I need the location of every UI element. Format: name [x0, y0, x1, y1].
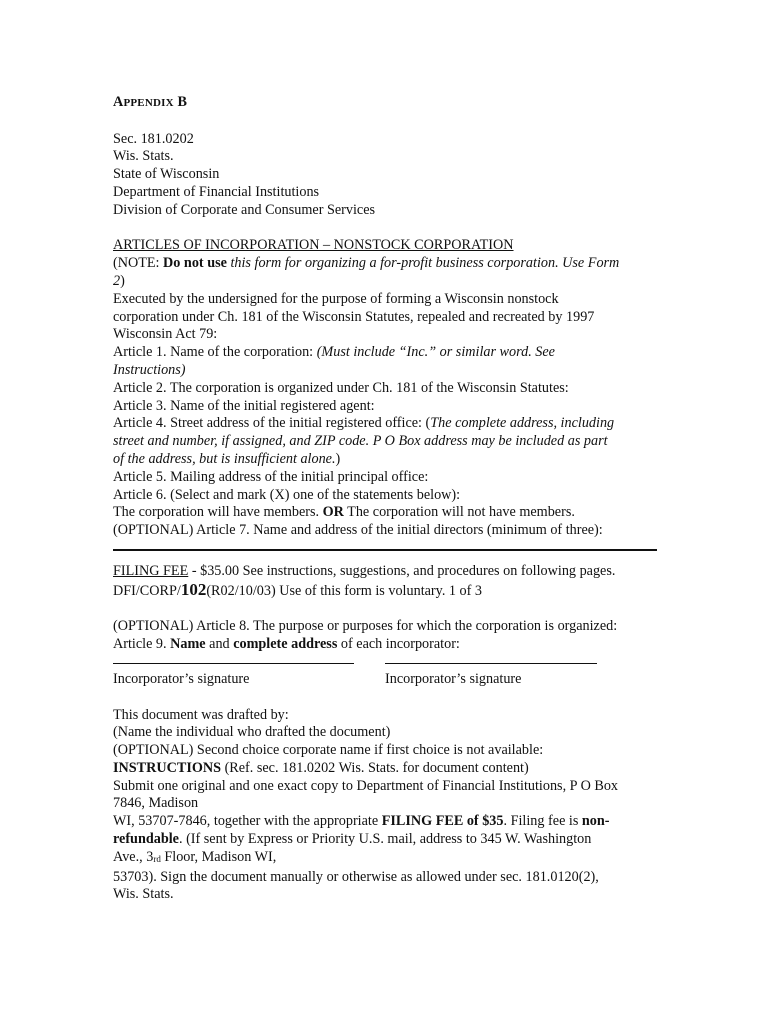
note-line: [113, 255, 673, 273]
document-page: [113, 94, 673, 904]
form-suffix: (R02/10/03) Use of this form is voluntary. 1 of 3: [206, 582, 483, 599]
option-have-members: The corporation will have members.: [113, 504, 323, 521]
signature-block-2: [385, 654, 657, 689]
appendix-smallcaps: PPENDIX: [123, 97, 174, 109]
header-line-state: State of Wisconsin: [113, 166, 220, 183]
article-9-prefix: Article 9.: [113, 636, 171, 653]
filing-fee-amount: FILING FEE of $35: [381, 813, 504, 830]
article-2: Article 2. The corporation is organized under Ch. 181 of the Wisconsin Statutes:: [113, 379, 569, 396]
spacer: [113, 220, 673, 238]
refundable-line: [113, 831, 673, 849]
express-mail-text: . (If sent by Express or Priority U.S. mail, address to 345 W. Washington: [178, 831, 592, 848]
note-open: (NOTE:: [113, 255, 164, 272]
article-1-text: Article 1. Name of the corporation:: [113, 344, 317, 361]
article-1: [113, 344, 673, 362]
article-8: (OPTIONAL) Article 8. The purpose or purposes for which the corporation is organized:: [113, 618, 618, 635]
fee-is-text: . Filing fee is: [503, 813, 582, 830]
article-4: [113, 415, 673, 433]
article-4-note-line-2: street and number, if assigned, and ZIP code. P O Box address may be included as part: [113, 433, 608, 450]
form-number: 102: [180, 579, 207, 599]
signature-line-1: [113, 663, 354, 664]
article-9-address: complete address: [233, 636, 338, 653]
note-bold: Do not use: [163, 255, 227, 272]
filing-fee-line: [113, 563, 673, 581]
second-choice-name: (OPTIONAL) Second choice corporate name if first choice is not available:: [113, 742, 544, 759]
submit-line-1: Submit one original and one exact copy to Department of Financial Institutions, P O Box: [113, 777, 619, 794]
article-7: (OPTIONAL) Article 7. Name and address of the initial directors (minimum of three):: [113, 522, 603, 539]
executed-line-1: Executed by the undersigned for the purpose of forming a Wisconsin nonstock: [113, 290, 559, 307]
ordinal-suffix: rd: [153, 853, 161, 864]
address-text: WI, 53707-7846, together with the appropriate: [113, 813, 382, 830]
spacer: [113, 689, 673, 707]
submit-line-2: 7846, Madison: [113, 795, 199, 812]
article-6: Article 6. (Select and mark (X) one of the statements below):: [113, 486, 461, 503]
section-divider: [113, 549, 657, 551]
article-9-name: Name: [170, 636, 206, 653]
executed-line-2: corporation under Ch. 181 of the Wisconsin Statutes, repealed and recreated by 1997: [113, 308, 595, 325]
filing-fee-text: - $35.00 See instructions, suggestions, and procedures on following pages.: [188, 562, 616, 579]
signature-block-1: [113, 654, 385, 689]
signature-line-2: [385, 663, 597, 664]
signature-label-2: Incorporator’s signature: [385, 670, 522, 687]
refundable-text: refundable: [113, 831, 179, 848]
article-4-close: ): [335, 450, 341, 467]
spacer: [113, 601, 673, 619]
article-4-text: Article 4. Street address of the initial registered office: (: [113, 415, 431, 432]
header-line-division: Division of Corporate and Consumer Services: [113, 201, 376, 218]
note-form-number: 2: [113, 272, 121, 289]
article-1-note-line-2: Instructions): [113, 361, 186, 378]
article-1-note: (Must include “Inc.” or similar word. See: [316, 344, 555, 361]
header-line-statute: Sec. 181.0202: [113, 130, 194, 147]
option-or: OR: [322, 504, 344, 521]
header-line-wis-stats: Wis. Stats.: [113, 148, 174, 165]
option-no-members: The corporation will not have members.: [343, 504, 575, 521]
appendix-initial: A: [113, 94, 124, 110]
article-3: Article 3. Name of the initial registered agent:: [113, 397, 375, 414]
wis-stats-line: Wis. Stats.: [113, 886, 174, 903]
address-line: [113, 813, 673, 831]
article-4-note-end: of the address, but is insufficient alone.: [113, 450, 336, 467]
article-4-note-line-3: [113, 451, 673, 469]
signature-row: [113, 654, 673, 689]
article-9: [113, 636, 673, 654]
drafted-by: This document was drafted by:: [113, 706, 289, 723]
filing-fee-label: FILING FEE: [113, 562, 189, 579]
drafted-note: (Name the individual who drafted the document): [113, 724, 391, 741]
form-prefix: DFI/CORP/: [113, 582, 181, 599]
article-9-and: and: [205, 636, 234, 653]
article-5: Article 5. Mailing address of the initial principal office:: [113, 468, 429, 485]
instructions-label: INSTRUCTIONS: [113, 759, 222, 776]
header-line-department: Department of Financial Institutions: [113, 183, 320, 200]
note-line-2: [113, 273, 673, 291]
sign-line: 53703). Sign the document manually or otherwise as allowed under sec. 181.0120(2),: [113, 868, 599, 885]
article-6-options: [113, 504, 673, 522]
instructions-ref: (Ref. sec. 181.0202 Wis. Stats. for document content): [221, 759, 529, 776]
spacer: [113, 113, 673, 131]
form-number-line: [113, 581, 673, 601]
non-text: non-: [581, 813, 610, 830]
appendix-letter: B: [177, 94, 188, 110]
instructions-heading: [113, 760, 673, 778]
avenue-prefix: Ave., 3: [113, 848, 154, 865]
executed-line-3: Wisconsin Act 79:: [113, 326, 218, 343]
article-4-note: The complete address, including: [430, 415, 615, 432]
appendix-heading: [113, 94, 673, 113]
article-9-suffix: of each incorporator:: [337, 636, 460, 653]
note-italic: this form for organizing a for-profit business corporation. Use Form: [226, 255, 620, 272]
note-close: ): [120, 272, 125, 289]
avenue-line: [113, 849, 673, 869]
avenue-suffix: Floor, Madison WI,: [160, 848, 277, 865]
signature-label-1: Incorporator’s signature: [113, 670, 250, 687]
articles-title: ARTICLES OF INCORPORATION – NONSTOCK CORPORATION: [113, 237, 514, 254]
